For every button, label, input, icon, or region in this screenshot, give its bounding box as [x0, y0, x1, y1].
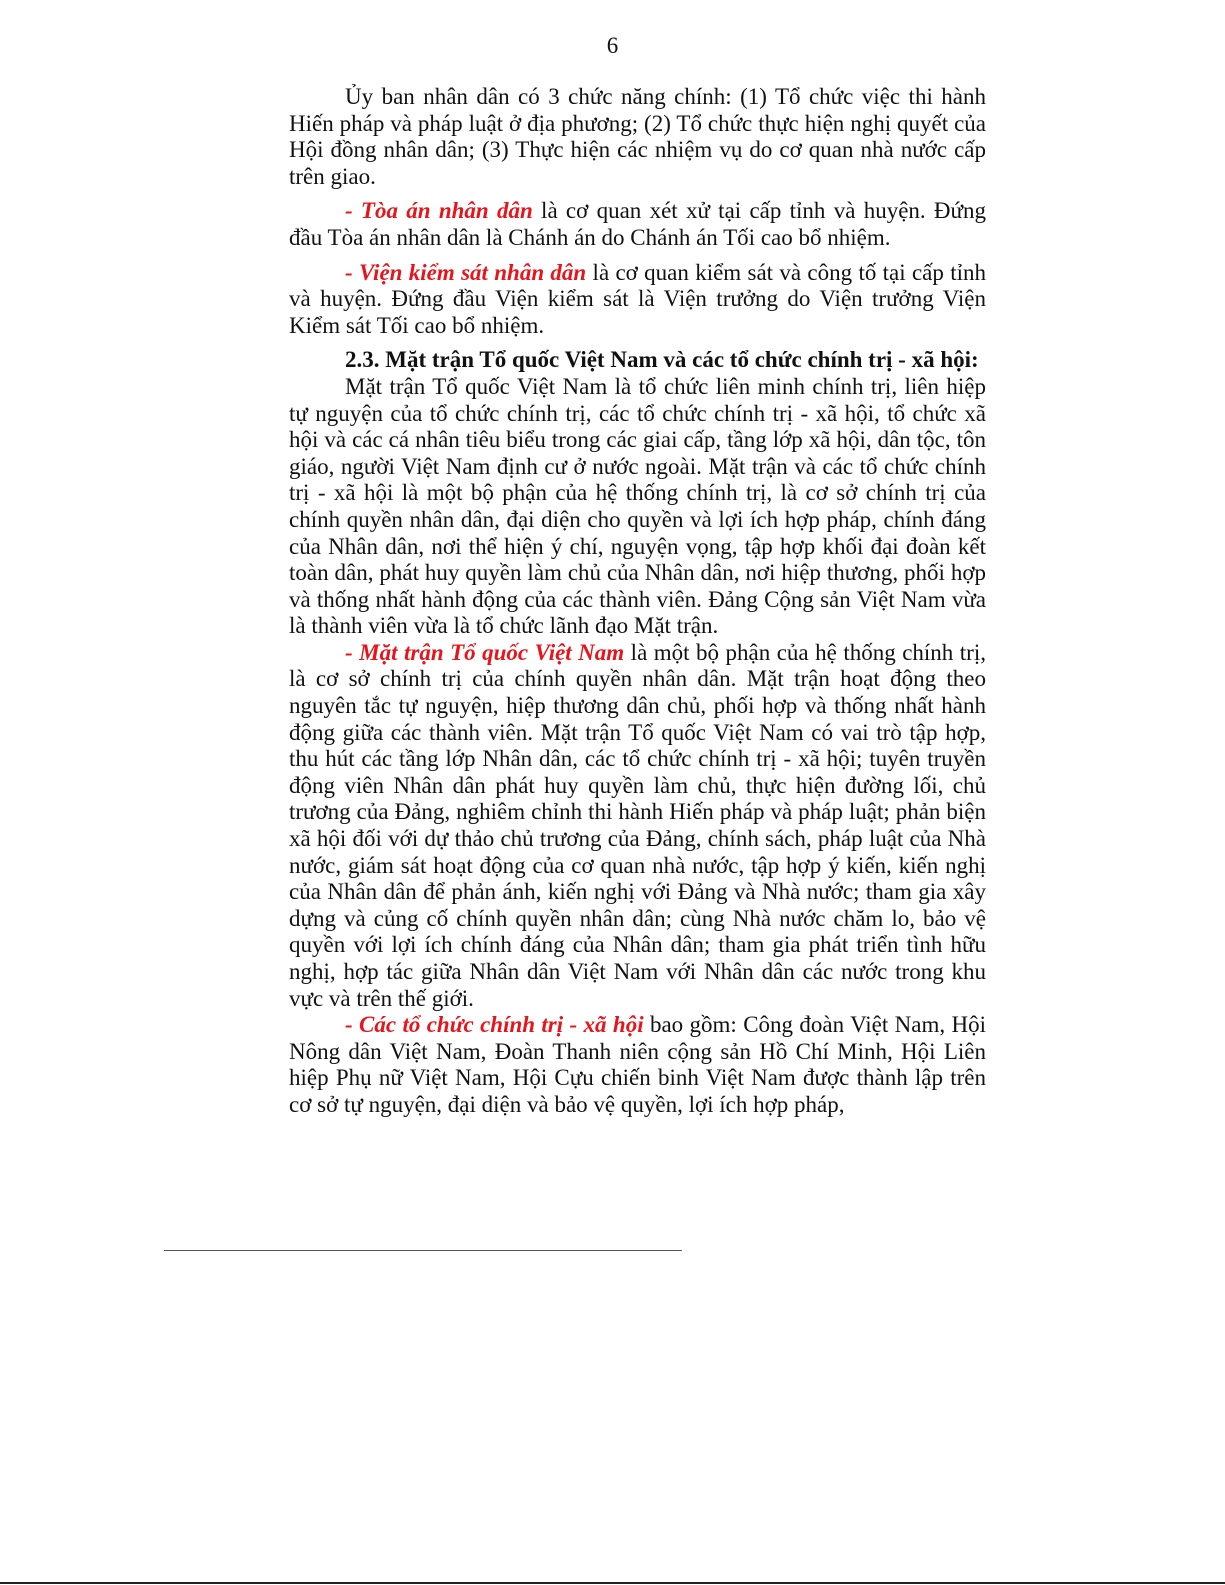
paragraph-peoples-court [289, 198, 986, 251]
document-body [289, 84, 986, 1119]
paragraph-peoples-court-text: là cơ quan xét xử tại cấp tỉnh và huyện. Đứng đầu Tòa án nhân dân là Chánh án do Chánh án Tối cao bổ nhiệm. [289, 198, 987, 250]
paragraph-procuracy-text: là cơ quan kiểm sát và công tố tại cấp tỉnh và huyện. Đứng đầu Viện kiểm sát là Viện trưởng do Viện trưởng Viện Kiểm sát Tối cao bổ nhiệm. [289, 259, 986, 338]
page-number: 6 [606, 33, 619, 58]
paragraph-fatherland-front-intro: Mặt trận Tổ quốc Việt Nam là tổ chức liên minh chính trị, liên hiệp tự nguyện của tổ chức chính trị, các tổ chức chính trị - xã hội, tổ chức xã hội và các cá nhân tiêu biểu trong các giai cấp, tầng lớp xã hội, dân tộc, tôn giáo, người Việt Nam định cư ở nước ngoài. Mặt trận và các tổ chức chính trị - xã hội là một bộ phận của hệ thống chính trị, là cơ sở chính trị của chính quyền nhân dân, đại diện cho quyền và lợi ích hợp pháp, chính đáng của Nhân dân, nơi thể hiện ý chí, nguyện vọng, tập hợp khối đại đoàn kết toàn dân, phát huy quyền làm chủ của Nhân dân, nơi hiệp thương, phối hợp và thống nhất hành động của các thành viên. Đảng Cộng sản Việt Nam vừa là thành viên vừa là tổ chức lãnh đạo Mặt trận. [289, 373, 986, 639]
paragraph-socio-political-orgs-text: bao gồm: Công đoàn Việt Nam, Hội Nông dân Việt Nam, Đoàn Thanh niên cộng sản Hồ Chí Minh, Hội Liên hiệp Phụ nữ Việt Nam, Hội Cựu chiến binh Việt Nam được thành lập trên cơ sở tự nguyện, đại diện và bảo vệ quyền, lợi ích hợp pháp, [289, 1012, 986, 1117]
term-socio-political-orgs: - Các tổ chức chính trị - xã hội [345, 1012, 644, 1038]
footnote-separator [164, 1250, 682, 1251]
term-procuracy: - Viện kiểm sát nhân dân [345, 259, 587, 285]
paragraph-socio-political-orgs [289, 1012, 986, 1118]
paragraph-fatherland-front [289, 640, 986, 1012]
paragraph-procuracy [289, 260, 986, 340]
term-peoples-court: - Tòa án nhân dân [345, 198, 533, 224]
page-bottom-border [0, 1582, 1225, 1584]
term-fatherland-front: - Mặt trận Tổ quốc Việt Nam [345, 639, 625, 665]
paragraph-fatherland-front-text: là một bộ phận của hệ thống chính trị, là cơ sở chính trị của chính quyền nhân dân. Mặt trận hoạt động theo nguyên tắc tự nguyện, hiệp thương dân chủ, phối hợp và thống nhất hành động giữa các thành viên. Mặt trận Tổ quốc Việt Nam có vai trò tập hợp, thu hút các tầng lớp Nhân dân, các tổ chức chính trị - xã hội; tuyên truyền động viên Nhân dân phát huy quyền làm chủ, thực hiện đường lối, chủ trương của Đảng, nghiêm chỉnh thi hành Hiến pháp và pháp luật; phản biện xã hội đối với dự thảo chủ trương của Đảng, chính sách, pháp luật của Nhà nước, giám sát hoạt động của cơ quan nhà nước, tập hợp ý kiến, kiến nghị của Nhân dân để phản ánh, kiến nghị với Đảng và Nhà nước; tham gia xây dựng và củng cố chính quyền nhân dân; cùng Nhà nước chăm lo, bảo vệ quyền với lợi ích chính đáng của Nhân dân; tham gia phát triển tình hữu nghị, hợp tác giữa Nhân dân Việt Nam với Nhân dân các nước trong khu vực và trên thế giới. [289, 639, 986, 1011]
paragraph-people-committee-functions: Ủy ban nhân dân có 3 chức năng chính: (1) Tổ chức việc thi hành Hiến pháp và pháp luật ở địa phương; (2) Tổ chức thực hiện nghị quyết của Hội đồng nhân dân; (3) Thực hiện các nhiệm vụ do cơ quan nhà nước cấp trên giao. [289, 84, 986, 189]
section-heading: 2.3. Mặt trận Tổ quốc Việt Nam và các tổ chức chính trị - xã hội: [345, 347, 979, 373]
